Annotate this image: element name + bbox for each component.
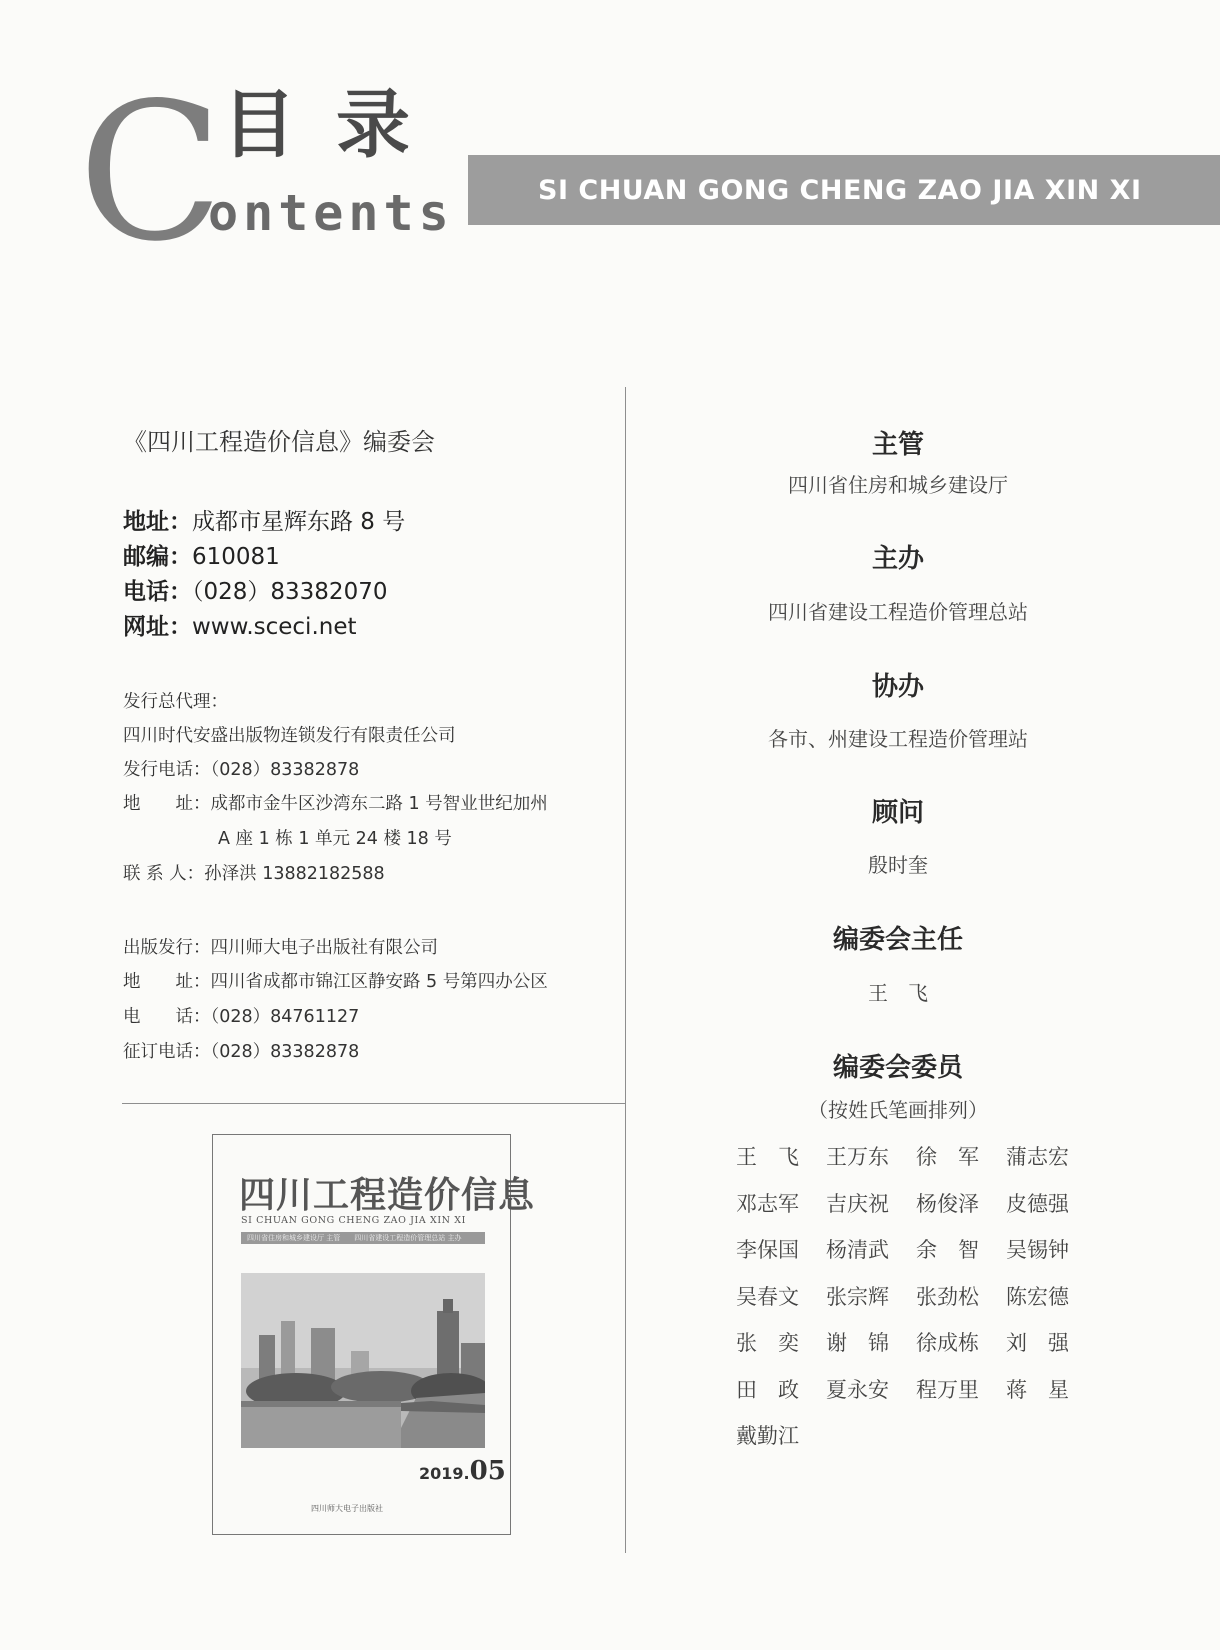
publisher-phone: （028）84761127 [210,1007,360,1027]
members-row [736,1188,1096,1235]
website-line [123,608,357,641]
members-note: （按姓氏笔画排列） [808,1098,988,1122]
subscribe-phone-line [123,1038,359,1063]
distributor-contact-line [123,860,385,885]
distributor-company: 四川时代安盛出版物连锁发行有限责任公司 [123,726,456,746]
distributor-address-line [123,790,548,815]
member-name: 吴锡钟 [1006,1238,1069,1262]
cover-subtitle: SI CHUAN GONG CHENG ZAO JIA XIN XI [241,1215,466,1226]
contents-title-cn: 目录 [222,82,450,168]
cover-issue-number: 05 [469,1456,506,1486]
publisher-address-label: 地 址： [123,972,211,992]
members-row [736,1141,1096,1188]
director-value: 王 飞 [868,981,928,1005]
distributor-address-label: 地 址： [123,794,211,814]
distributor-contact-label: 联 系 人： [123,864,205,884]
member-name: 蒲志宏 [1006,1145,1069,1169]
publisher-address-line [123,968,548,993]
distributor-phone-line [123,756,359,781]
members-row [736,1234,1096,1281]
members-list [736,1141,1096,1467]
supervisor-value: 四川省住房和城乡建设厅 [788,473,1008,497]
director-heading: 编委会主任 [832,925,963,955]
members-heading: 编委会委员 [832,1053,963,1083]
supervisor-heading: 主管 [871,430,924,460]
cover-publisher: 四川师大电子出版社 [311,1504,383,1513]
website-label: 网址： [123,614,192,640]
publisher-line [123,934,438,959]
cover-photo [241,1273,485,1448]
section-divider [122,1103,626,1104]
distributor-heading: 发行总代理： [123,692,228,712]
member-name: 徐 军 [916,1145,979,1169]
postcode-value: 610081 [192,544,280,570]
member-name: 杨清武 [826,1238,889,1262]
phone-line [123,573,387,606]
advisor-heading: 顾问 [871,798,924,828]
address-line [123,503,405,536]
member-name: 皮德强 [1006,1191,1069,1216]
member-name: 谢 锦 [826,1331,889,1355]
postcode-line [123,538,280,571]
publisher-address: 四川省成都市锦江区静安路 5 号第四办公区 [210,972,548,992]
member-name: 张宗辉 [826,1284,889,1309]
co-sponsor-heading: 协办 [871,672,924,702]
publisher-name: 四川师大电子出版社有限公司 [210,938,438,958]
member-name: 夏永安 [826,1377,889,1402]
address-label: 地址： [123,509,192,535]
member-name: 戴勤江 [736,1424,799,1448]
sponsor-value: 四川省建设工程造价管理总站 [768,600,1028,624]
members-row [736,1374,1096,1421]
member-name: 刘 强 [1006,1331,1069,1355]
cover-title: 四川工程造价信息 [239,1174,536,1216]
distributor-address-1: 成都市金牛区沙湾东二路 1 号智业世纪加州 [210,794,548,814]
members-row [736,1327,1096,1374]
publisher-phone-line [123,1003,359,1028]
member-name: 邓志军 [736,1191,799,1216]
member-name: 蒋 星 [1006,1377,1069,1402]
banner-text: SI CHUAN GONG CHENG ZAO JIA XIN XI [538,175,1142,206]
distributor-phone-label: 发行电话： [123,760,211,780]
website-value: www.sceci.net [192,614,357,640]
member-name: 李保国 [736,1238,799,1262]
member-name: 张劲松 [916,1284,979,1309]
distributor-address-2: A 座 1 栋 1 单元 24 楼 18 号 [218,829,452,849]
magazine-cover [212,1134,536,1535]
phone-label: 电话： [123,579,192,605]
subscribe-label: 征订电话： [123,1042,211,1062]
editorial-board-title: 《四川工程造价信息》编委会 [123,428,435,456]
sponsor-heading: 主办 [871,544,924,574]
contents-c-letter: C [78,62,224,283]
member-name: 吴春文 [736,1284,799,1309]
postcode-label: 邮编： [123,544,192,570]
header-banner [468,155,1220,225]
cover-cityscape-image [241,1273,485,1448]
member-name: 吉庆祝 [826,1191,889,1216]
distributor-phone: （028）83382878 [210,760,360,780]
distributor-contact: 孙泽洪 13882182588 [204,864,385,884]
member-name: 田 政 [736,1377,799,1402]
cover-info-bar: 四川省住房和城乡建设厅 主管 四川省建设工程造价管理总站 主办 [241,1232,485,1244]
co-sponsor-value: 各市、州建设工程造价管理站 [768,727,1028,751]
member-name: 陈宏德 [1006,1284,1069,1309]
member-name: 徐成栋 [916,1331,979,1355]
cover-issue [419,1456,506,1486]
contents-title-en: ontents [208,184,454,242]
members-row [736,1281,1096,1328]
advisor-value: 殷时奎 [868,853,928,877]
member-name: 王万东 [826,1145,889,1169]
address-value: 成都市星辉东路 8 号 [192,509,406,535]
member-name: 余 智 [916,1238,979,1262]
publisher-label: 出版发行： [123,938,211,958]
members-row [736,1420,1096,1467]
publisher-phone-label: 电 话： [123,1007,211,1027]
member-name: 张 奕 [736,1331,799,1355]
subscribe-phone: （028）83382878 [210,1042,360,1062]
phone-value: （028）83382070 [192,579,388,605]
member-name: 杨俊泽 [916,1191,979,1216]
member-name: 程万里 [916,1377,979,1402]
cover-year: 2019. [419,1464,470,1483]
member-name: 王 飞 [736,1145,799,1169]
